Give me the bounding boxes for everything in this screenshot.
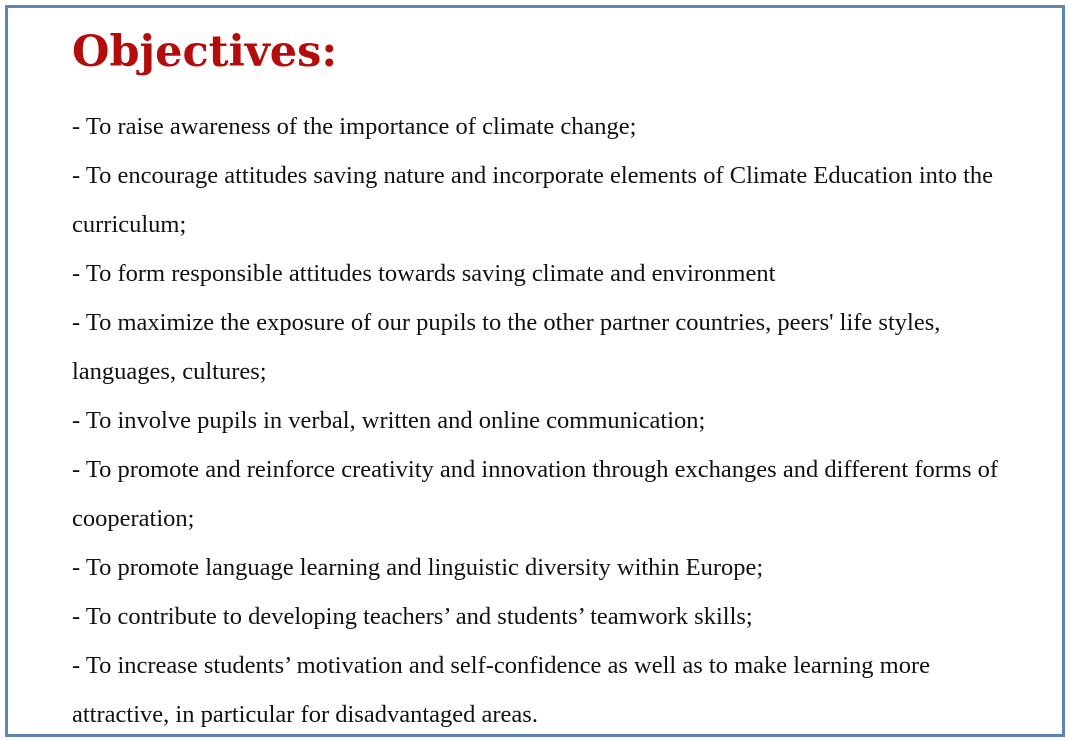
objective-item: - To maximize the exposure of our pupils to the other partner countries, peers' life styles, languages, cultures; xyxy=(72,309,941,385)
objectives-list xyxy=(72,102,1002,739)
objective-item: - To contribute to developing teachers’ and students’ teamwork skills; xyxy=(72,603,753,630)
objective-item: - To promote language learning and linguistic diversity within Europe; xyxy=(72,554,764,581)
objectives-frame xyxy=(5,5,1065,737)
objectives-title: Objectives: xyxy=(72,27,338,77)
objective-item: - To promote and reinforce creativity and innovation through exchanges and different forms of cooperation; xyxy=(72,456,999,532)
objective-item: - To raise awareness of the importance of climate change; xyxy=(72,113,637,140)
objective-item: - To increase students’ motivation and self-confidence as well as to make learning more attractive, in particular for disadvantaged areas. xyxy=(72,652,930,728)
objective-item: - To involve pupils in verbal, written and online communication; xyxy=(72,407,706,434)
objective-item: - To form responsible attitudes towards saving climate and environment xyxy=(72,260,776,287)
objective-item: - To encourage attitudes saving nature and incorporate elements of Climate Education into the curriculum; xyxy=(72,162,994,238)
